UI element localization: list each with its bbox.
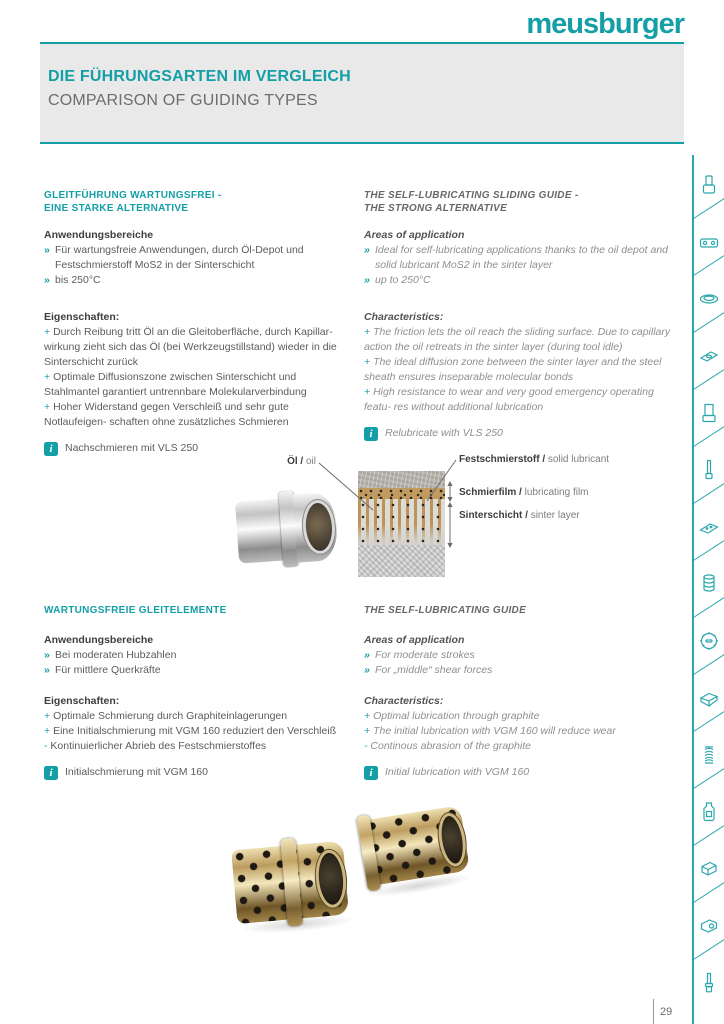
- list-item: [44, 739, 352, 754]
- bullet-icon: »: [44, 649, 50, 661]
- list-item: [44, 243, 352, 273]
- list-item-text: Ideal for self-lubricating applications thanks to the oil depot and solid lubricant MoS2 in the sinter layer: [375, 244, 669, 271]
- characteristics-title-en: Characteristics:: [364, 311, 444, 323]
- oil-label: [230, 456, 316, 468]
- section2-english-column: [364, 604, 676, 780]
- section1-german-column: [44, 189, 352, 456]
- section1-heading-de: [44, 189, 352, 215]
- bronze-bushings-figure: [228, 795, 488, 960]
- list-item-text: The friction lets the oil reach the sliding surface. Due to capillary action the oil retreats in the sinter layer (during tool idle): [364, 326, 671, 353]
- spring-icon: [698, 743, 720, 767]
- list-item: [364, 648, 676, 663]
- info-note-text: Initialschmierung mit VGM 160: [65, 766, 208, 778]
- plus-icon: +: [364, 326, 371, 338]
- list-item-text: The ideal diffusion zone between the sinter layer and the steel sheath ensures inseparable molecular bonds: [364, 356, 662, 383]
- sliding-plate-icon: [698, 515, 720, 539]
- sidebar-cell-mounting-screw[interactable]: [694, 953, 724, 1010]
- lubricating-film-label: [459, 487, 589, 499]
- sidebar-cell-stacked-bushing[interactable]: [694, 554, 724, 611]
- block-with-bore-icon: [698, 914, 720, 938]
- info-icon: i: [44, 442, 58, 456]
- steel-bushing-image: [234, 479, 346, 578]
- list-item: [44, 370, 352, 400]
- plus-icon: +: [44, 725, 51, 737]
- applications-title-en: Areas of application: [364, 229, 465, 241]
- solid-lubricant-label: [459, 454, 609, 466]
- bullet-icon: »: [44, 274, 50, 286]
- sidebar-cell-sliding-plate[interactable]: [694, 497, 724, 554]
- list-item-text: Bei moderaten Hubzahlen: [55, 649, 177, 661]
- guide-plate-icon: [698, 344, 720, 368]
- bronze-bushing-right-image: [350, 797, 476, 900]
- sinter-layer-label-de: Sinterschicht /: [459, 510, 528, 521]
- lubricating-film-layer: [358, 488, 445, 499]
- sidebar-cell-plain-bushing[interactable]: [694, 383, 724, 440]
- sidebar-cell-oil-bottle[interactable]: [694, 782, 724, 839]
- list-item: [364, 273, 676, 288]
- plus-icon: +: [44, 326, 51, 338]
- list-item: [364, 355, 676, 385]
- info-note: [44, 765, 352, 780]
- sidebar-cell-spring[interactable]: [694, 725, 724, 782]
- list-item-text: Durch Reibung tritt Öl an die Gleitoberfläche, durch Kapillar- wirkung zieht sich das Öl (bei Werkzeugstillstand) wieder in die Sinterschicht zurück: [44, 326, 337, 368]
- bullet-icon: »: [364, 664, 370, 676]
- list-item-text: For moderate strokes: [375, 649, 475, 661]
- list-item: [364, 739, 676, 754]
- base-steel-layer: [358, 545, 445, 577]
- info-note: [364, 426, 676, 441]
- guide-block-icon: [698, 857, 720, 881]
- list-item-text: Continous abrasion of the graphite: [370, 740, 531, 752]
- info-icon: i: [364, 766, 378, 780]
- section1-heading-en-line2: THE STRONG ALTERNATIVE: [364, 203, 508, 214]
- applications-title-de: Anwendungsbereiche: [44, 634, 154, 646]
- meusburger-logo: meusburger: [526, 8, 684, 40]
- section2-heading-en: THE SELF-LUBRICATING GUIDE: [364, 605, 527, 616]
- characteristics-title-de: Eigenschaften:: [44, 695, 120, 707]
- list-item: [44, 400, 352, 430]
- stacked-bushing-icon: [698, 572, 720, 596]
- sinter-layer: [358, 499, 445, 545]
- bullet-icon: »: [44, 664, 50, 676]
- info-note-text: Nachschmieren mit VLS 250: [65, 442, 199, 454]
- plus-icon: +: [44, 371, 51, 383]
- section1-heading-en-line1: THE SELF-LUBRICATING SLIDING GUIDE -: [364, 190, 579, 201]
- list-item: [364, 385, 676, 415]
- section1-heading-de-line2: EINE STARKE ALTERNATIVE: [44, 203, 189, 214]
- list-item-text: Optimal lubrication through graphite: [373, 710, 540, 722]
- info-icon: i: [44, 766, 58, 780]
- applications-title-en: Areas of application: [364, 634, 465, 646]
- ejector-pin-icon: [698, 458, 720, 482]
- page-header-band: [40, 42, 684, 144]
- cross-section-diagram: [358, 471, 445, 577]
- minus-icon: -: [44, 740, 48, 752]
- section1-heading-de-line1: GLEITFÜHRUNG WARTUNGSFREI -: [44, 190, 222, 201]
- info-icon: i: [364, 427, 378, 441]
- section2-german-column: [44, 604, 352, 780]
- flat-block-icon: [698, 686, 720, 710]
- characteristics-title-en: Characteristics:: [364, 695, 444, 707]
- list-item-text: Optimale Schmierung durch Graphiteinlagerungen: [53, 710, 288, 722]
- lubricating-film-label-de: Schmierfilm /: [459, 487, 522, 498]
- list-item: [44, 648, 352, 663]
- plus-icon: +: [44, 401, 51, 413]
- list-item-text: Hoher Widerstand gegen Verschleiß und sehr gute Notlaufeigen- schaften ohne zusätzliches Schmieren: [44, 401, 289, 428]
- list-item-text: High resistance to wear and very good emergency operating featu- res without additional lubrication: [364, 386, 654, 413]
- ring-washer-icon: [698, 287, 720, 311]
- info-note-text: Relubricate with VLS 250: [385, 427, 503, 439]
- solid-lubricant-label-de: Festschmierstoff /: [459, 454, 546, 465]
- page-title-german: DIE FÜHRUNGSARTEN IM VERGLEICH: [48, 68, 351, 85]
- info-note-text: Initial lubrication with VGM 160: [385, 766, 530, 778]
- list-item: [44, 709, 352, 724]
- list-item-text: up to 250°C: [375, 274, 431, 286]
- bronze-bushing-left-image: [230, 828, 358, 934]
- list-item: [44, 724, 352, 739]
- list-item: [364, 325, 676, 355]
- page-number: [653, 999, 672, 1024]
- bullet-icon: »: [44, 244, 50, 256]
- sidebar-cell-guide-plate[interactable]: [694, 326, 724, 383]
- product-category-sidebar: [692, 155, 724, 1024]
- sidebar-cell-ejector-pin[interactable]: [694, 440, 724, 497]
- list-item: [364, 724, 676, 739]
- list-item-text: For „middle“ shear forces: [375, 664, 493, 676]
- sinter-layer-label-en: sinter layer: [530, 510, 580, 521]
- list-item-text: The initial lubrication with VGM 160 will reduce wear: [373, 725, 616, 737]
- oil-label-de: Öl /: [287, 456, 304, 467]
- plus-icon: +: [364, 386, 371, 398]
- solid-lubricant-label-en: solid lubricant: [547, 454, 610, 465]
- bullet-icon: »: [364, 274, 370, 286]
- plus-icon: +: [44, 710, 51, 722]
- sidebar-cell-ring-washer[interactable]: [694, 269, 724, 326]
- sinter-layer-figure: [230, 450, 684, 588]
- steel-layer: [358, 471, 445, 488]
- list-item-text: Für wartungsfreie Anwendungen, durch Öl-Depot und Festschmierstoff MoS2 in der Sinterschicht: [55, 244, 304, 271]
- page-title-english: COMPARISON OF GUIDING TYPES: [48, 92, 318, 109]
- oil-bottle-icon: [698, 800, 720, 824]
- list-item: [44, 663, 352, 678]
- plus-icon: +: [364, 710, 371, 722]
- sidebar-cell-block-with-bore[interactable]: [694, 896, 724, 953]
- list-item-text: bis 250°C: [55, 274, 101, 286]
- shoulder-screw-icon: [698, 173, 720, 197]
- sidebar-cell-shoulder-screw[interactable]: [694, 155, 724, 212]
- page-number-text: 29: [660, 1005, 673, 1018]
- oil-label-en: oil: [305, 456, 316, 467]
- list-item: [44, 273, 352, 288]
- info-note: [364, 765, 676, 780]
- sidebar-cell-flat-guide[interactable]: [694, 212, 724, 269]
- list-item: [364, 243, 676, 273]
- plain-bushing-icon: [698, 401, 720, 425]
- round-insert-icon: [698, 629, 720, 653]
- list-item: [44, 325, 352, 370]
- bullet-icon: »: [364, 649, 370, 661]
- flat-guide-icon: [698, 230, 720, 254]
- minus-icon: -: [364, 740, 368, 752]
- sidebar-cell-guide-block[interactable]: [694, 839, 724, 896]
- characteristics-title-de: Eigenschaften:: [44, 311, 120, 323]
- list-item: [364, 709, 676, 724]
- sinter-layer-label: [459, 510, 580, 522]
- sidebar-cell-flat-block[interactable]: [694, 668, 724, 725]
- bullet-icon: »: [364, 244, 370, 256]
- plus-icon: +: [364, 725, 371, 737]
- section1-heading-en: [364, 189, 676, 215]
- list-item-text: Für mittlere Querkräfte: [55, 664, 161, 676]
- mounting-screw-icon: [698, 971, 720, 995]
- sidebar-cell-round-insert[interactable]: [694, 611, 724, 668]
- section2-heading-de: WARTUNGSFREIE GLEITELEMENTE: [44, 605, 227, 616]
- applications-title-de: Anwendungsbereiche: [44, 229, 154, 241]
- list-item-text: Kontinuierlicher Abrieb des Festschmierstoffes: [50, 740, 267, 752]
- plus-icon: +: [364, 356, 371, 368]
- lubricating-film-label-en: lubricating film: [524, 487, 589, 498]
- section1-english-column: [364, 189, 676, 441]
- list-item-text: Eine Initialschmierung mit VGM 160 reduziert den Verschleiß: [53, 725, 337, 737]
- list-item: [364, 663, 676, 678]
- list-item-text: Optimale Diffusionszone zwischen Sinterschicht und Stahlmantel garantiert untrennbare Molekularverbindung: [44, 371, 307, 398]
